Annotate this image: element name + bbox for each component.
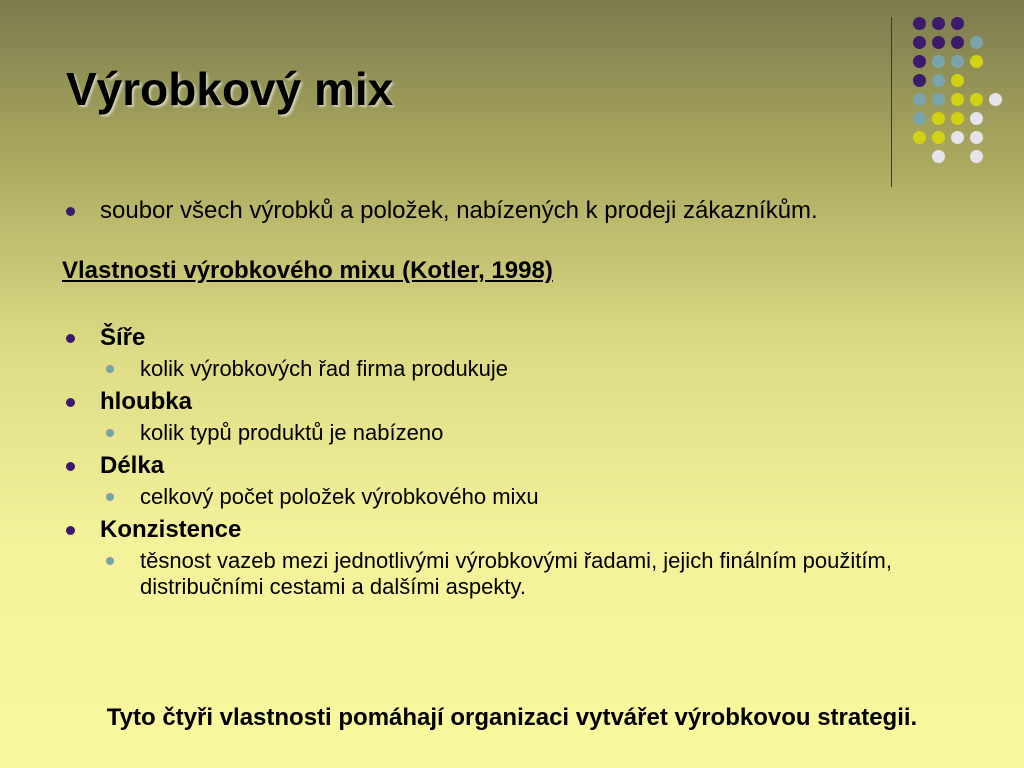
decorative-dot (932, 93, 945, 106)
decorative-dot (951, 93, 964, 106)
property-item (62, 515, 962, 544)
decorative-dot (932, 36, 945, 49)
decorative-dot (932, 131, 945, 144)
property-item (62, 451, 962, 480)
decorative-dot (932, 150, 945, 163)
decorative-dot (932, 55, 945, 68)
decorative-dot (913, 112, 926, 125)
decorative-dot (970, 36, 983, 49)
bullet-icon (66, 207, 75, 216)
property-desc-item (62, 356, 962, 382)
sub-bullet-icon (106, 493, 114, 501)
decorative-dot (951, 36, 964, 49)
property-desc: kolik typů produktů je nabízeno (140, 420, 444, 445)
section-heading: Vlastnosti výrobkového mixu (Kotler, 1998) (62, 257, 553, 284)
property-desc-item (62, 420, 962, 446)
property-desc-item (62, 484, 962, 510)
property-name: hloubka (100, 388, 193, 415)
decorative-dot (970, 93, 983, 106)
sub-bullet-icon (106, 365, 114, 373)
decorative-dot (951, 112, 964, 125)
decorative-dot (970, 112, 983, 125)
decorative-dot (951, 17, 964, 30)
property-item (62, 323, 962, 352)
decorative-dot (970, 55, 983, 68)
decorative-dot (913, 17, 926, 30)
decorative-dot (951, 55, 964, 68)
bullet-icon (66, 526, 75, 535)
property-desc: těsnost vazeb mezi jednotlivými výrobkovými řadami, jejich finálním použitím, distribučními cestami a dalšími aspekty. (140, 548, 892, 599)
page-title: Výrobkový mix (66, 63, 394, 115)
decorative-dot (913, 55, 926, 68)
property-name: Šíře (100, 324, 146, 351)
decorative-dot (989, 93, 1002, 106)
intro-text: soubor všech výrobků a položek, nabízených k prodeji zákazníkům. (100, 197, 818, 224)
closing-statement: Tyto čtyři vlastnosti pomáhají organizaci vytvářet výrobkovou strategii. (106, 704, 918, 731)
bullet-icon (66, 398, 75, 407)
decorative-dot (913, 74, 926, 87)
property-name: Konzistence (100, 516, 242, 543)
property-desc-item (62, 548, 962, 600)
property-desc: kolik výrobkových řad firma produkuje (140, 356, 509, 381)
sub-bullet-icon (106, 557, 114, 565)
decorative-dot (913, 36, 926, 49)
slide-body (62, 196, 962, 600)
decorative-dot (913, 93, 926, 106)
decorative-dot (932, 112, 945, 125)
title-divider-line (891, 17, 892, 187)
decorative-dot (932, 17, 945, 30)
bullet-icon (66, 334, 75, 343)
sub-bullet-icon (106, 429, 114, 437)
property-name: Délka (100, 452, 165, 479)
decorative-dot (951, 131, 964, 144)
property-item (62, 387, 962, 416)
decorative-dot (951, 74, 964, 87)
decorative-dot (913, 131, 926, 144)
decorative-dot (932, 74, 945, 87)
intro-bullet (62, 196, 962, 225)
decorative-dot (970, 150, 983, 163)
decorative-dot (970, 131, 983, 144)
bullet-icon (66, 462, 75, 471)
property-desc: celkový počet položek výrobkového mixu (140, 484, 539, 509)
